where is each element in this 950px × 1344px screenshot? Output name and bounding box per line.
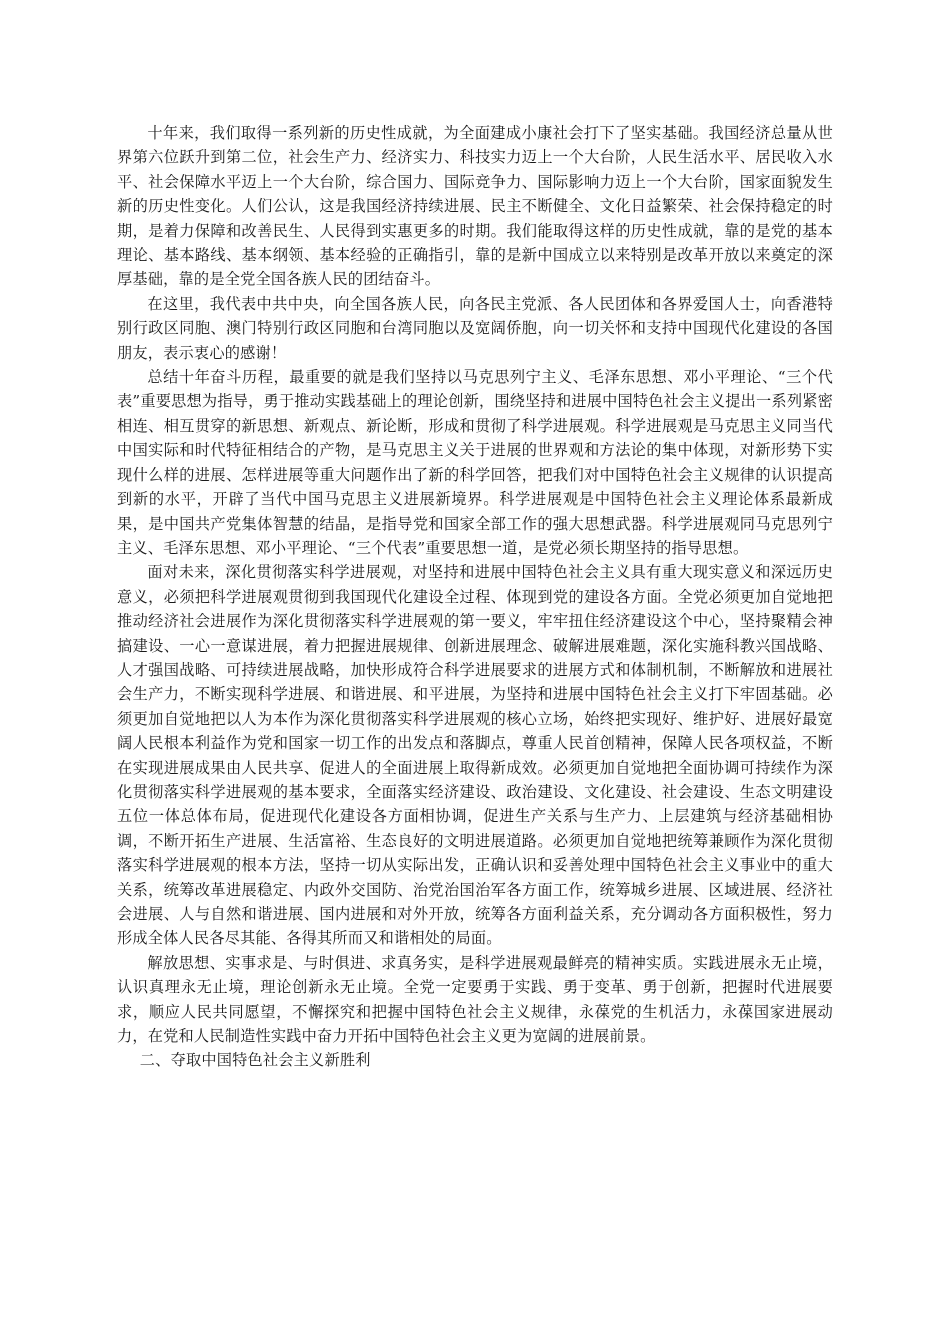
section-heading: 二、夺取中国特色社会主义新胜利 (139, 1051, 371, 1070)
paragraph-summary: 总结十年奋斗历程，最重要的就是我们坚持以马克思列宁主义、毛泽东思想、邓小平理论、“三个代表”重要思想为指导，勇于推动实践基础上的理论创新，围绕坚持和进展中国特色社会主义提出一系列紧密相连、相互贯穿的新思想、新观点、新论断，形成和贯彻了科学进展观。科学进展观是马克思主义同当代中国实际和时代特征相结合的产物，是马克思主义关于进展的世界观和方法论的集中体现，对新形势下实现什么样的进展、怎样进展等重大问题作出了新的科学回答，把我们对中国特色社会主义规律的认识提高到新的水平，开辟了当代中国马克思主义进展新境界。科学进展观是中国特色社会主义理论体系最新成果，是中国共产党集体智慧的结晶，是指导党和国家全部工作的强大思想武器。科学进展观同马克思列宁主义、毛泽东思想、邓小平理论、“三个代表”重要思想一道，是党必须长期坚持的指导思想。 (117, 368, 833, 557)
paragraph-thanks: 在这里，我代表中共中央，向全国各族人民，向各民主党派、各人民团体和各界爱国人士，向香港特别行政区同胞、澳门特别行政区同胞和台湾同胞以及宽阔侨胞，向一切关怀和支持中国现代化建设的各国朋友，表示衷心的感谢！ (117, 294, 833, 362)
paragraph-spirit: 解放思想、实事求是、与时俱进、求真务实，是科学进展观最鲜亮的精神实质。实践进展永无止境，认识真理永无止境，理论创新永无止境。全党一定要勇于实践、勇于变革、勇于创新，把握时代进展要求，顺应人民共同愿望，不懈探究和把握中国特色社会主义规律，永葆党的生机活力，永葆国家进展动力，在党和人民制造性实践中奋力开拓中国特色社会主义更为宽阔的进展前景。 (117, 953, 833, 1046)
paragraph-achievements: 十年来，我们取得一系列新的历史性成就，为全面建成小康社会打下了坚实基础。我国经济总量从世界第六位跃升到第二位，社会生产力、经济实力、科技实力迈上一个大台阶，人民生活水平、居民收入水平、社会保障水平迈上一个大台阶，综合国力、国际竞争力、国际影响力迈上一个大台阶，国家面貌发生新的历史性变化。人们公认，这是我国经济持续进展、民主不断健全、文化日益繁荣、社会保持稳定的时期，是着力保障和改善民生、人民得到实惠更多的时期。我们能取得这样的历史性成就，靠的是党的基本理论、基本路线、基本纲领、基本经验的正确指引，靠的是新中国成立以来特别是改革开放以来奠定的深厚基础，靠的是全党全国各族人民的团结奋斗。 (117, 124, 833, 289)
document-body (117, 121, 833, 1073)
paragraph-future: 面对未来，深化贯彻落实科学进展观，对坚持和进展中国特色社会主义具有重大现实意义和深远历史意义，必须把科学进展观贯彻到我国现代化建设全过程、体现到党的建设各方面。全党必须更加自觉地把推动经济社会进展作为深化贯彻落实科学进展观的第一要义，牢牢扭住经济建设这个中心，坚持聚精会神搞建设、一心一意谋进展，着力把握进展规律、创新进展理念、破解进展难题，深化实施科教兴国战略、人才强国战略、可持续进展战略，加快形成符合科学进展要求的进展方式和体制机制，不断解放和进展社会生产力，不断实现科学进展、和谐进展、和平进展，为坚持和进展中国特色社会主义打下牢固基础。必须更加自觉地把以人为本作为深化贯彻落实科学进展观的核心立场，始终把实现好、维护好、进展好最宽阔人民根本利益作为党和国家一切工作的出发点和落脚点，尊重人民首创精神，保障人民各项权益，不断在实现进展成果由人民共享、促进人的全面进展上取得新成效。必须更加自觉地把全面协调可持续作为深化贯彻落实科学进展观的基本要求，全面落实经济建设、政治建设、文化建设、社会建设、生态文明建设五位一体总体布局，促进现代化建设各方面相协调，促进生产关系与生产力、上层建筑与经济基础相协调，不断开拓生产进展、生活富裕、生态良好的文明进展道路。必须更加自觉地把统筹兼顾作为深化贯彻落实科学进展观的根本方法，坚持一切从实际出发，正确认识和妥善处理中国特色社会主义事业中的重大关系，统筹改革进展稳定、内政外交国防、治党治国治军各方面工作，统筹城乡进展、区域进展、经济社会进展、人与自然和谐进展、国内进展和对外开放，统筹各方面利益关系，充分调动各方面积极性，努力形成全体人民各尽其能、各得其所而又和谐相处的局面。 (117, 563, 833, 948)
